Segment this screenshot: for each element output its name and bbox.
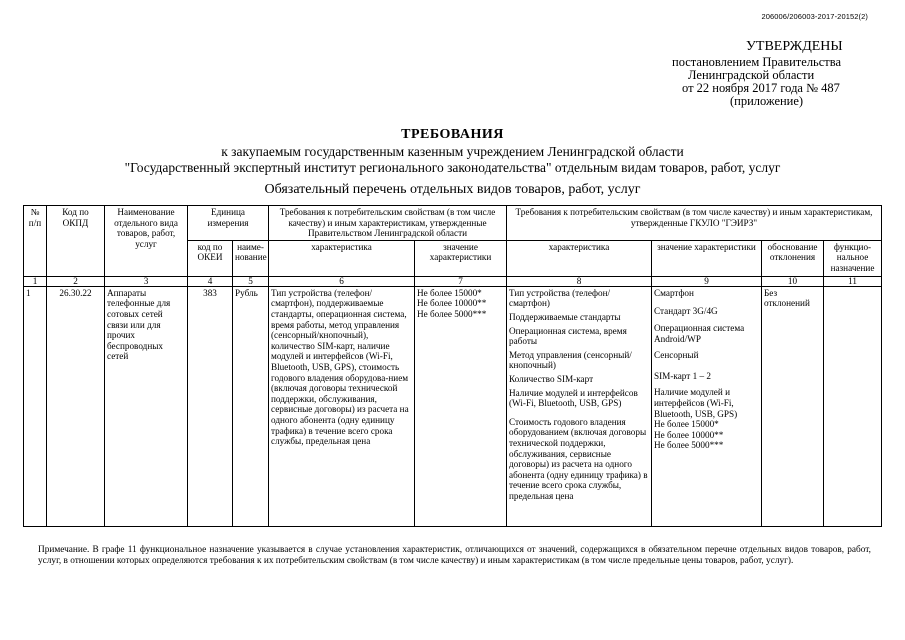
gov-value: Не более 5000*** (417, 308, 487, 319)
col-number: 5 (233, 276, 269, 286)
col-number: 6 (269, 276, 415, 286)
inst-value: Не более 5000*** (654, 440, 724, 451)
row-inst-values (652, 286, 762, 526)
col-number: 8 (507, 276, 652, 286)
column-numbers-row (24, 276, 882, 286)
col-number: 3 (105, 276, 188, 286)
header-justification: обоснование отклонения (762, 240, 824, 276)
inst-characteristic: Тип устройства (телефон/смартфон) (509, 287, 611, 309)
header-gov-value: значение характеристики (415, 240, 507, 276)
approval-heading: УТВЕРЖДЕНЫ (746, 39, 843, 54)
approval-block (650, 40, 870, 108)
inst-value: Наличие модулей и интерфейсов (Wi-Fi, Bluetooth, USB, GPS) (654, 387, 738, 419)
row-unit-code: 383 (188, 286, 233, 526)
header-num: № п/п (24, 206, 47, 277)
header-gov-characteristic: характеристика (269, 240, 415, 276)
row-inst-characteristics (507, 286, 652, 526)
row-justification: Без отклонений (762, 286, 824, 526)
header-name: Наименование отдельного вида товаров, работ, услуг (105, 206, 188, 277)
inst-characteristic: Стоимость годового владения оборудованием (включая договоры технической поддержки, обслуживания, сервисные договоры) из расчета на одного абонента (одну единицу трафика) в течение всего срока службы, предельная цена (509, 416, 648, 501)
document-number: 206006/206003-2017-20152(2) (761, 12, 868, 21)
col-number: 7 (415, 276, 507, 286)
header-inst-value: значение характеристики (652, 240, 762, 276)
row-num: 1 (24, 286, 47, 526)
document-subtitle: "Государственный экспертный институт регионального законодательства" отдельным видам товаров, работ, услуг (124, 160, 781, 175)
inst-characteristic: Метод управления (сенсорный/кнопочный) (509, 349, 632, 371)
approval-line: от 22 ноября 2017 года № 487 (682, 81, 840, 95)
list-title: Обязательный перечень отдельных видов товаров, работ, услуг (264, 182, 641, 197)
col-number: 11 (824, 276, 882, 286)
header-inst-characteristic: характеристика (507, 240, 652, 276)
header-unit-name: наиме-нование (233, 240, 269, 276)
col-number: 1 (24, 276, 47, 286)
gov-value: Не более 10000** (417, 298, 487, 309)
document-subtitle: к закупаемым государственным казенным учреждением Ленинградской области (221, 144, 684, 159)
row-gov-values (415, 286, 507, 526)
col-number: 10 (762, 276, 824, 286)
col-number: 9 (652, 276, 762, 286)
header-unit: Единица измерения (188, 206, 269, 241)
inst-characteristic: Наличие модулей и интерфейсов (Wi-Fi, Bluetooth, USB, GPS) (509, 387, 638, 409)
row-purpose (824, 286, 882, 526)
inst-value: Не более 15000* (654, 419, 719, 430)
inst-characteristic: Количество SIM-карт (509, 373, 594, 384)
requirements-table (23, 205, 882, 527)
table-row (24, 286, 882, 526)
approval-line: (приложение) (730, 94, 804, 108)
gov-value: Не более 15000* (417, 287, 482, 298)
inst-value: SIM-карт 1 – 2 (654, 370, 711, 381)
approval-line: постановлением Правительства (672, 55, 842, 69)
approval-line: Ленинградской области (688, 68, 815, 82)
footnote: Примечание. В графе 11 функциональное назначение указывается в случае установления характеристик, отличающихся от значений, содержащихся в обязательном перечне отдельных видов товаров, работ, услуг, в отношении которых определяются требования к их потребительским свойствам (в том числе качеству) и иным характеристикам (в том числе предельные цены товаров, работ, услуг). (38, 545, 871, 567)
row-okpd: 26.30.22 (47, 286, 105, 526)
header-gov-requirements: Требования к потребительским свойствам (в том числе качеству) и иным характеристикам, утвержденные Правительством Ленинградской области (269, 206, 507, 241)
col-number: 4 (188, 276, 233, 286)
header-purpose: функцио-нальное назначение (824, 240, 882, 276)
header-inst-requirements: Требования к потребительским свойствам (в том числе качеству) и иным характеристикам, утвержденные ГКУЛО "ГЭИРЗ" (507, 206, 882, 241)
inst-value: Не более 10000** (654, 429, 724, 440)
inst-value: Сенсорный (654, 350, 699, 361)
row-name: Аппараты телефонные для сотовых сетей связи или для прочих беспроводных сетей (105, 286, 188, 526)
header-okpd: Код по ОКПД (47, 206, 105, 277)
row-gov-characteristic: Тип устройства (телефон/смартфон), поддерживаемые стандарты, операционная система, время работы, метод управления (сенсорный/кнопочный), количество SIM-карт, наличие модулей и интерфейсов (Wi-Fi, Bluetooth, USB, GPS), стоимость годового владения оборудова-нием (включая договоры технической поддержки, обслуживания, сервисные договоры) из расчета на одного абонента (одну единицу трафика) в течение всего срока службы, предельная цена (269, 286, 415, 526)
inst-value: Операционная система Android/WP (654, 322, 745, 344)
document-title: ТРЕБОВАНИЯ (401, 127, 504, 142)
inst-characteristic: Поддерживаемые стандарты (509, 311, 621, 322)
inst-characteristic: Операционная система, время работы (509, 325, 627, 347)
header-unit-code: код по ОКЕИ (188, 240, 233, 276)
inst-value: Стандарт 3G/4G (654, 306, 718, 317)
inst-value: Смартфон (654, 287, 694, 298)
col-number: 2 (47, 276, 105, 286)
row-unit-name: Рубль (233, 286, 269, 526)
